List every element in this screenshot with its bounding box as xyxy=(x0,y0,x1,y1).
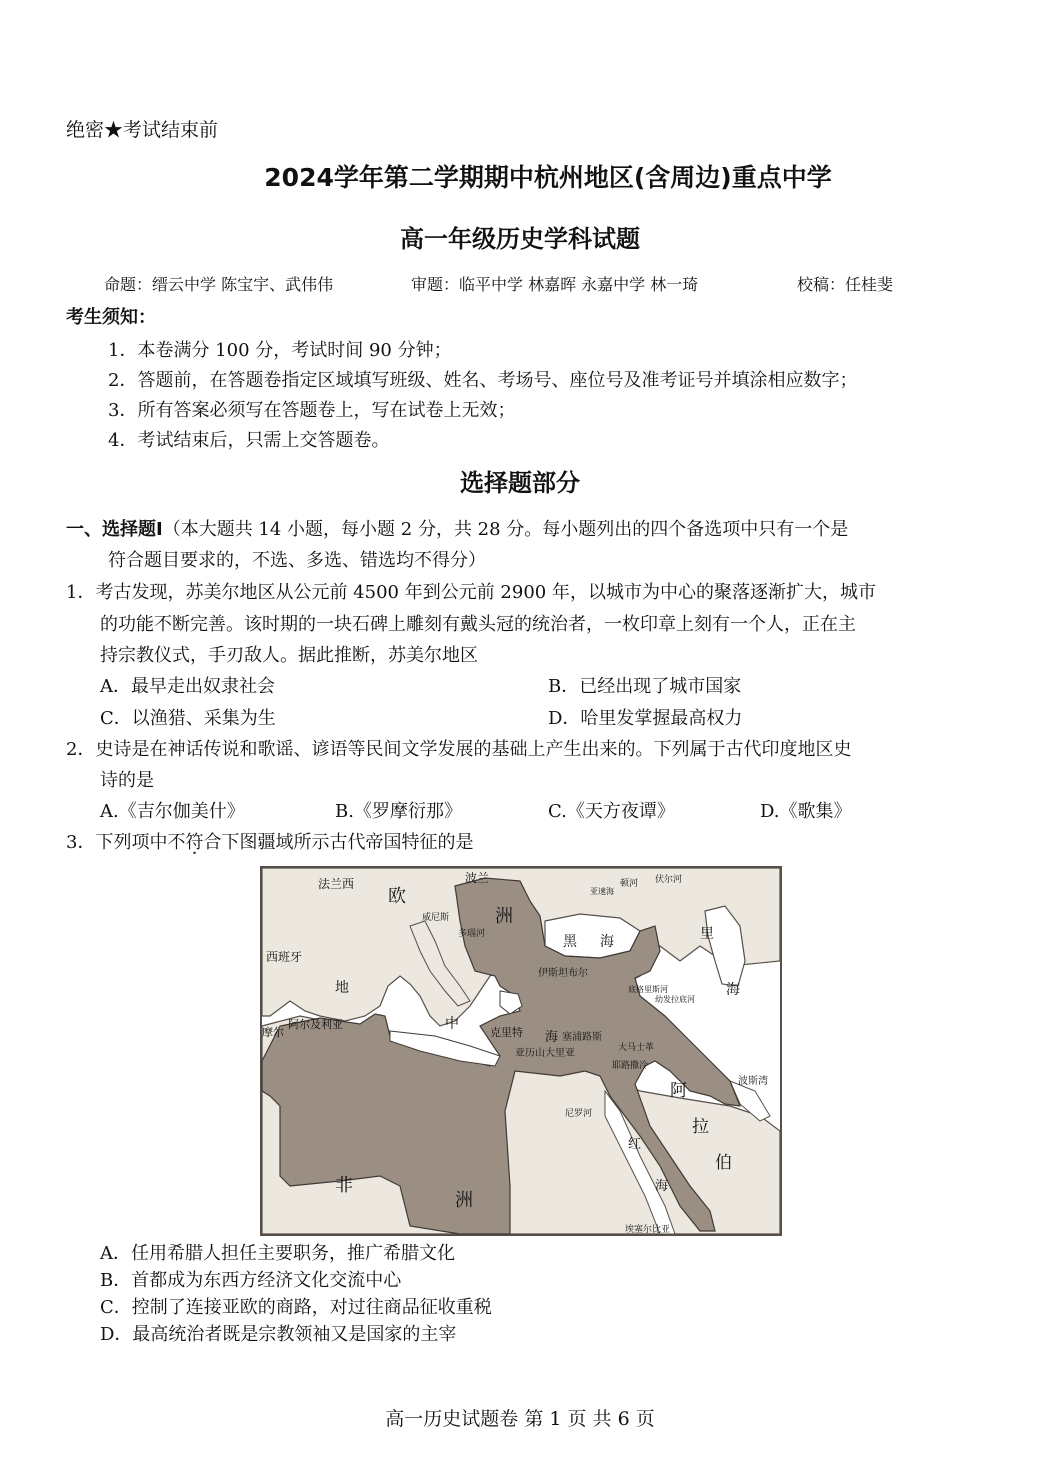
notice-item: 3．所有答案必须写在答题卷上，写在试卷上无效； xyxy=(108,400,516,421)
notice-item: 1．本卷满分 100 分，考试时间 90 分钟； xyxy=(108,340,452,361)
map-label-morocco: 摩尔 xyxy=(262,1026,284,1039)
notice-item: 2．答题前，在答题卷指定区域填写班级、姓名、考场号、座位号及准考证号并填涂相应数字； xyxy=(108,370,858,391)
question-1-option-b: B．已经出现了城市国家 xyxy=(548,676,742,697)
credits-reviewer: 审题：临平中学 林嘉晖 永嘉中学 林一琦 xyxy=(411,275,699,294)
question-2-stem: 诗的是 xyxy=(100,770,154,791)
map-label-europe: 欧 xyxy=(388,886,406,907)
map-label-jerusalem: 耶路撒冷 xyxy=(612,1061,649,1071)
map-label-volga: 伏尔河 xyxy=(655,875,683,885)
question-3-option-b: B．首都成为东西方经济文化交流中心 xyxy=(100,1270,402,1291)
credits-author: 命题：缙云中学 陈宝宇、武伟伟 xyxy=(104,275,334,294)
question-3-stem xyxy=(66,830,473,856)
map-label-venice: 威尼斯 xyxy=(422,913,450,923)
map-label-europe2: 洲 xyxy=(495,906,513,927)
map-label-danube: 多瑙河 xyxy=(458,929,486,939)
map-label-red2: 海 xyxy=(655,1179,669,1194)
map-label-arab3: 伯 xyxy=(715,1153,732,1173)
map-label-red: 红 xyxy=(628,1137,642,1152)
exam-subtitle: 高一年级历史学科试题 xyxy=(400,225,640,253)
question-1-stem: 的功能不断完善。该时期的一块石碑上雕刻有戴头冠的统治者，一枚印章上刻有一个人，正在主 xyxy=(100,614,856,635)
question-1-stem: 1．考古发现，苏美尔地区从公元前 4500 年到公元前 2900 年，以城市为中心的聚落逐渐扩大，城市 xyxy=(66,582,876,603)
map-label-azov: 亚速海 xyxy=(590,887,614,896)
notice-heading: 考生须知： xyxy=(66,307,156,328)
map-label-euph: 幼发拉底河 xyxy=(655,995,695,1004)
map-label-africa2: 洲 xyxy=(455,1190,473,1211)
notice-item: 4．考试结束后，只需上交答题卷。 xyxy=(108,430,390,451)
question-1-stem: 持宗教仪式，手刃敌人。据此推断，苏美尔地区 xyxy=(100,645,478,666)
map-label-sea: 海 xyxy=(545,1030,559,1045)
map-label-nile: 尼罗河 xyxy=(565,1109,593,1119)
map-label-france: 法兰西 xyxy=(318,877,355,891)
map-label-arab: 阿 xyxy=(670,1081,687,1101)
question-3-option-d: D．最高统治者既是宗教领袖又是国家的主宰 xyxy=(100,1324,457,1345)
exam-title: 2024学年第二学期期中杭州地区(含周边)重点中学 xyxy=(264,163,832,192)
question-3-option-c: C．控制了连接亚欧的商路，对过往商品征收重税 xyxy=(100,1297,492,1318)
map-label-black2: 海 xyxy=(600,934,614,950)
map-label-ethiopia: 埃塞尔比亚 xyxy=(625,1225,671,1235)
part-label: 一、选择题Ⅰ xyxy=(66,519,163,540)
question-1-option-a: A．最早走出奴隶社会 xyxy=(100,676,275,697)
map-label-crete: 克里特 xyxy=(490,1026,523,1039)
part-description-cont: 符合题目要求的，不选、多选、错选均不得分） xyxy=(108,550,486,571)
question-2-stem: 2．史诗是在神话传说和歌谣、谚语等民间文学发展的基础上产生出来的。下列属于古代印度地区史 xyxy=(66,739,852,760)
question-2-option-a: A.《吉尔伽美什》 xyxy=(100,801,245,822)
question-2-option-d: D.《歌集》 xyxy=(760,801,852,822)
map-label-persian: 波斯湾 xyxy=(738,1076,768,1087)
question-1-option-d: D．哈里发掌握最高权力 xyxy=(548,708,743,729)
empire-map xyxy=(260,866,782,1236)
section-title: 选择题部分 xyxy=(460,469,580,497)
map-label-spain: 西班牙 xyxy=(266,950,303,964)
part-heading xyxy=(66,517,848,543)
question-3-option-a: A．任用希腊人担任主要职务，推广希腊文化 xyxy=(100,1243,455,1264)
confidential-mark: 绝密★考试结束前 xyxy=(66,119,219,141)
map-label-algeria: 阿尔及利亚 xyxy=(288,1018,343,1031)
map-label-tigris: 底格里斯河 xyxy=(628,985,668,994)
map-label-poland: 波兰 xyxy=(465,871,490,885)
question-2-option-b: B.《罗摩衍那》 xyxy=(335,801,462,822)
map-label-damascus: 大马士革 xyxy=(618,1043,655,1053)
question-3-emphasis: 不符合 xyxy=(167,832,222,853)
map-label-mid: 中 xyxy=(445,1016,459,1032)
credits-proofreader: 校稿：任桂斐 xyxy=(797,275,894,294)
map-label-caspian2: 海 xyxy=(726,982,740,998)
map-label-africa: 非 xyxy=(335,1175,353,1196)
map-label-medland: 地 xyxy=(335,980,349,996)
map-label-cyprus: 塞浦路斯 xyxy=(562,1032,602,1043)
question-3-stem-pre: 3．下列项中 xyxy=(66,832,168,853)
part-description: （本大题共 14 小题，每小题 2 分，共 28 分。每小题列出的四个备选项中只有一个是 xyxy=(162,519,849,540)
question-2-option-c: C.《天方夜谭》 xyxy=(548,801,675,822)
map-label-istanbul: 伊斯坦布尔 xyxy=(538,968,588,979)
map-label-don: 顿河 xyxy=(620,879,639,889)
map-label-black: 黑 xyxy=(563,934,577,950)
question-3-stem-post: 下图疆域所示古代帝国特征的是 xyxy=(221,832,474,853)
page-footer: 高一历史试题卷 第 1 页 共 6 页 xyxy=(385,1408,655,1430)
question-1-option-c: C．以渔猎、采集为生 xyxy=(100,708,276,729)
map-label-arab2: 拉 xyxy=(692,1117,709,1137)
map-label-caspian: 里 xyxy=(700,926,714,942)
map-label-alexandria: 亚历山大里亚 xyxy=(515,1048,575,1059)
